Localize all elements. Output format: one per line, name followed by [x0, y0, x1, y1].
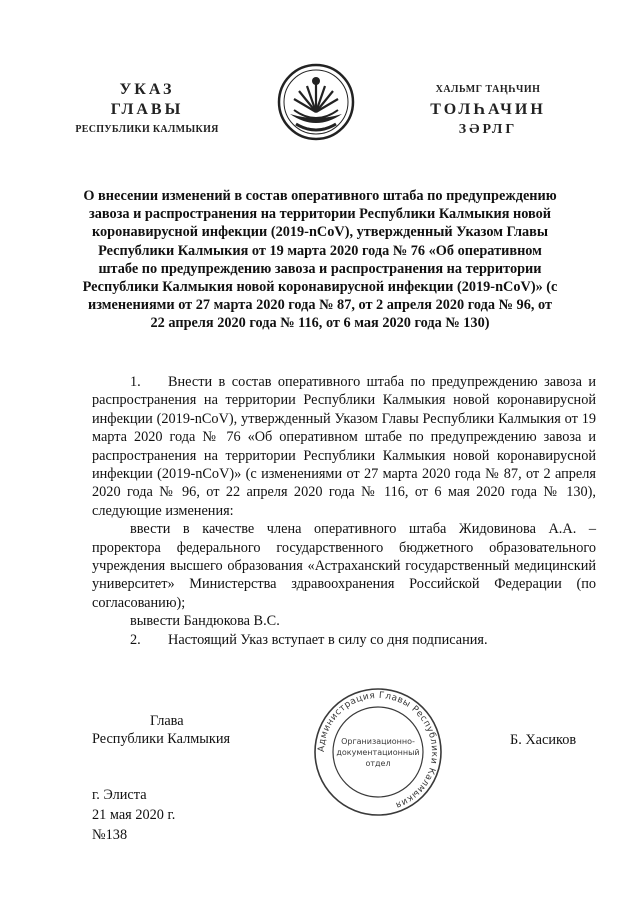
decree-body [92, 373, 596, 649]
header-left [62, 80, 232, 140]
item-2-number: 2. [130, 631, 141, 648]
header-left-line-1: УКАЗ [119, 81, 175, 98]
header-right-line-2: ТОЛҺАЧИН [430, 101, 546, 118]
item-1 [92, 373, 596, 520]
stamp-outer-text: Администрация Главы Республики Калмыкия [316, 690, 440, 810]
remove-member-paragraph: вывести Бандюкова В.С. [130, 613, 280, 630]
decree-date: 21 мая 2020 г. [92, 807, 176, 823]
header-right [408, 80, 568, 140]
decree-title: О внесении изменений в состав оперативного штаба по предупреждению завоза и распространения на территории Республики Калмыкия новой коронавирусной инфекции (2019-nCoV), утвержденный Указом Главы Республики Калмыкия от 19 марта 2020 года № 76 «Об оперативном штабе по предупреждению завоза и распространения на территории Республики Калмыкия новой коронавирусной инфекции (2019-nCoV)» (с изменениями от 27 марта 2020 года № 87, от 2 апреля 2020 года № 96, от 22 апреля 2020 года № 116, от 6 мая 2020 года № 130) [82, 188, 558, 332]
signature-position-line-2: Республики Калмыкия [92, 731, 231, 748]
item-1-number: 1. [130, 374, 141, 390]
coat-of-arms-kalmykia-icon [276, 62, 356, 142]
decree-number: №138 [92, 827, 128, 843]
city: г. Элиста [92, 787, 147, 803]
add-member-paragraph: ввести в качестве члена оперативного штаба Жидовинова А.А. – проректора федерального государственного бюджетного образовательного учреждения высшего образования «Астраханский государственный медицинский университет» Министерства здравоохранения Российской Федерации (по согласованию); [92, 521, 596, 611]
signature-position [92, 712, 272, 749]
header-left-line-3: РЕСПУБЛИКИ КАЛМЫКИЯ [75, 124, 219, 135]
item-2-text: Настоящий Указ вступает в силу со дня подписания. [168, 631, 488, 648]
signatory-name: Б. Хасиков [510, 732, 577, 748]
stamp-inner-line-1: Организационно- [341, 737, 415, 746]
item-1-text: Внести в состав оперативного штаба по предупреждению завоза и распространения на территории Республики Калмыкия новой коронавирусной инфекции (2019-nCoV), утвержденный Указом Главы Республики Калмыкия от 19 марта 2020 года № 76 «Об оперативном штабе по предупреждению завоза и распространения на территории Республики Калмыкия новой коронавирусной инфекции (2019-nCoV)» (с изменениями от 27 марта 2020 года № 87, от 2 апреля 2020 года № 96, от 22 апреля 2020 года № 116, от 6 мая 2020 года № 130), следующие изменения: [92, 374, 596, 519]
item-2 [92, 631, 596, 649]
header-right-line-3: ЗӘРЛГ [458, 122, 518, 137]
place-date-number [92, 785, 175, 845]
stamp-inner-line-2: документационный [336, 748, 420, 757]
stamp-inner-line-3: отдел [365, 759, 391, 768]
signature-position-line-1: Глава [150, 713, 184, 729]
header-left-line-2: ГЛАВЫ [110, 101, 184, 118]
header-right-line-1: ХАЛЬМГ ТАҢҺЧИН [435, 84, 541, 95]
official-stamp [312, 686, 444, 818]
